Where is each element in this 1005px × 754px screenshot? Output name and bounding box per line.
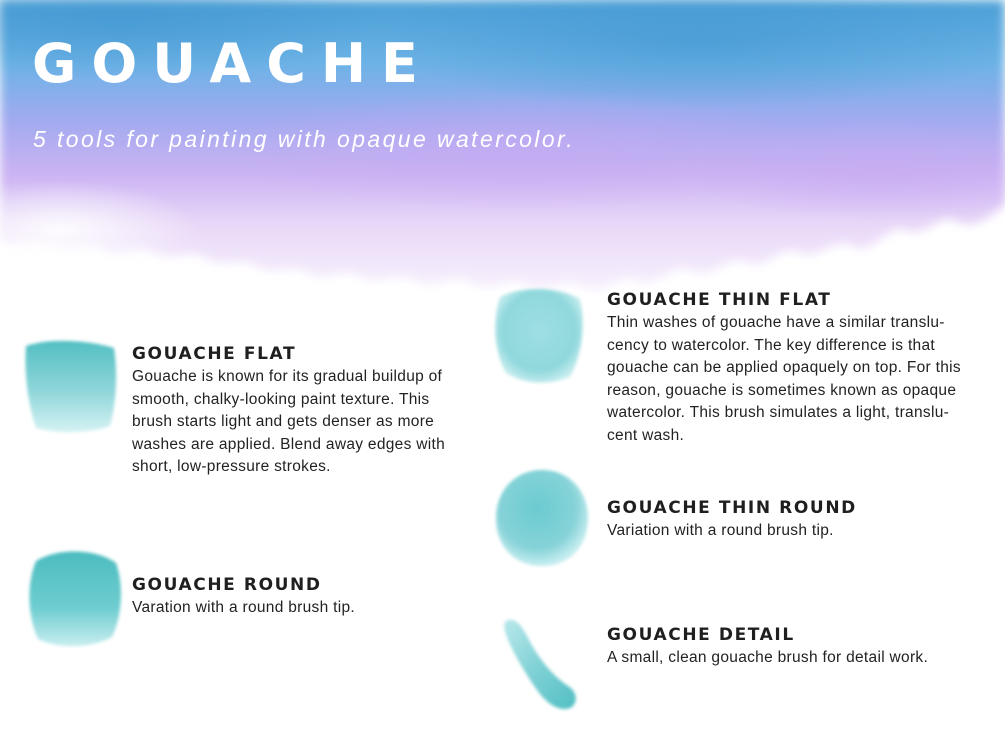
- tool-name: GOUACHE THIN ROUND: [607, 498, 857, 518]
- tool-description: Varation with a round brush tip.: [132, 599, 355, 616]
- tool-name: GOUACHE DETAIL: [607, 625, 795, 645]
- page-title: GOUACHE: [32, 32, 433, 95]
- tool-description: Thin washes of gouache have a similar translu- cency to watercolor. The key difference is that gouache can be applied opaquely on top. For this reason, gouache is sometimes known as opaque watercolor. This brush simulates a light, translu- cent wash.: [607, 314, 961, 444]
- gouache-detail-stroke-icon: [498, 614, 582, 714]
- tool-name: GOUACHE ROUND: [132, 575, 322, 595]
- tool-name: GOUACHE FLAT: [132, 344, 297, 364]
- gouache-thin-flat-swatch-icon: [488, 283, 588, 387]
- gouache-thin-round-swatch-icon: [490, 464, 594, 572]
- gouache-round-swatch-icon: [22, 545, 126, 651]
- gouache-flat-swatch-icon: [18, 334, 122, 438]
- tool-description: Variation with a round brush tip.: [607, 522, 834, 539]
- tool-description: Gouache is known for its gradual buildup of smooth, chalky-looking paint texture. This brush starts light and gets denser as more washes are applied. Blend away edges with short, low-pressure strokes.: [132, 368, 446, 475]
- tool-description: A small, clean gouache brush for detail work.: [607, 649, 929, 666]
- tool-name: GOUACHE THIN FLAT: [607, 290, 832, 310]
- page-subtitle: 5 tools for painting with opaque watercolor.: [33, 126, 576, 152]
